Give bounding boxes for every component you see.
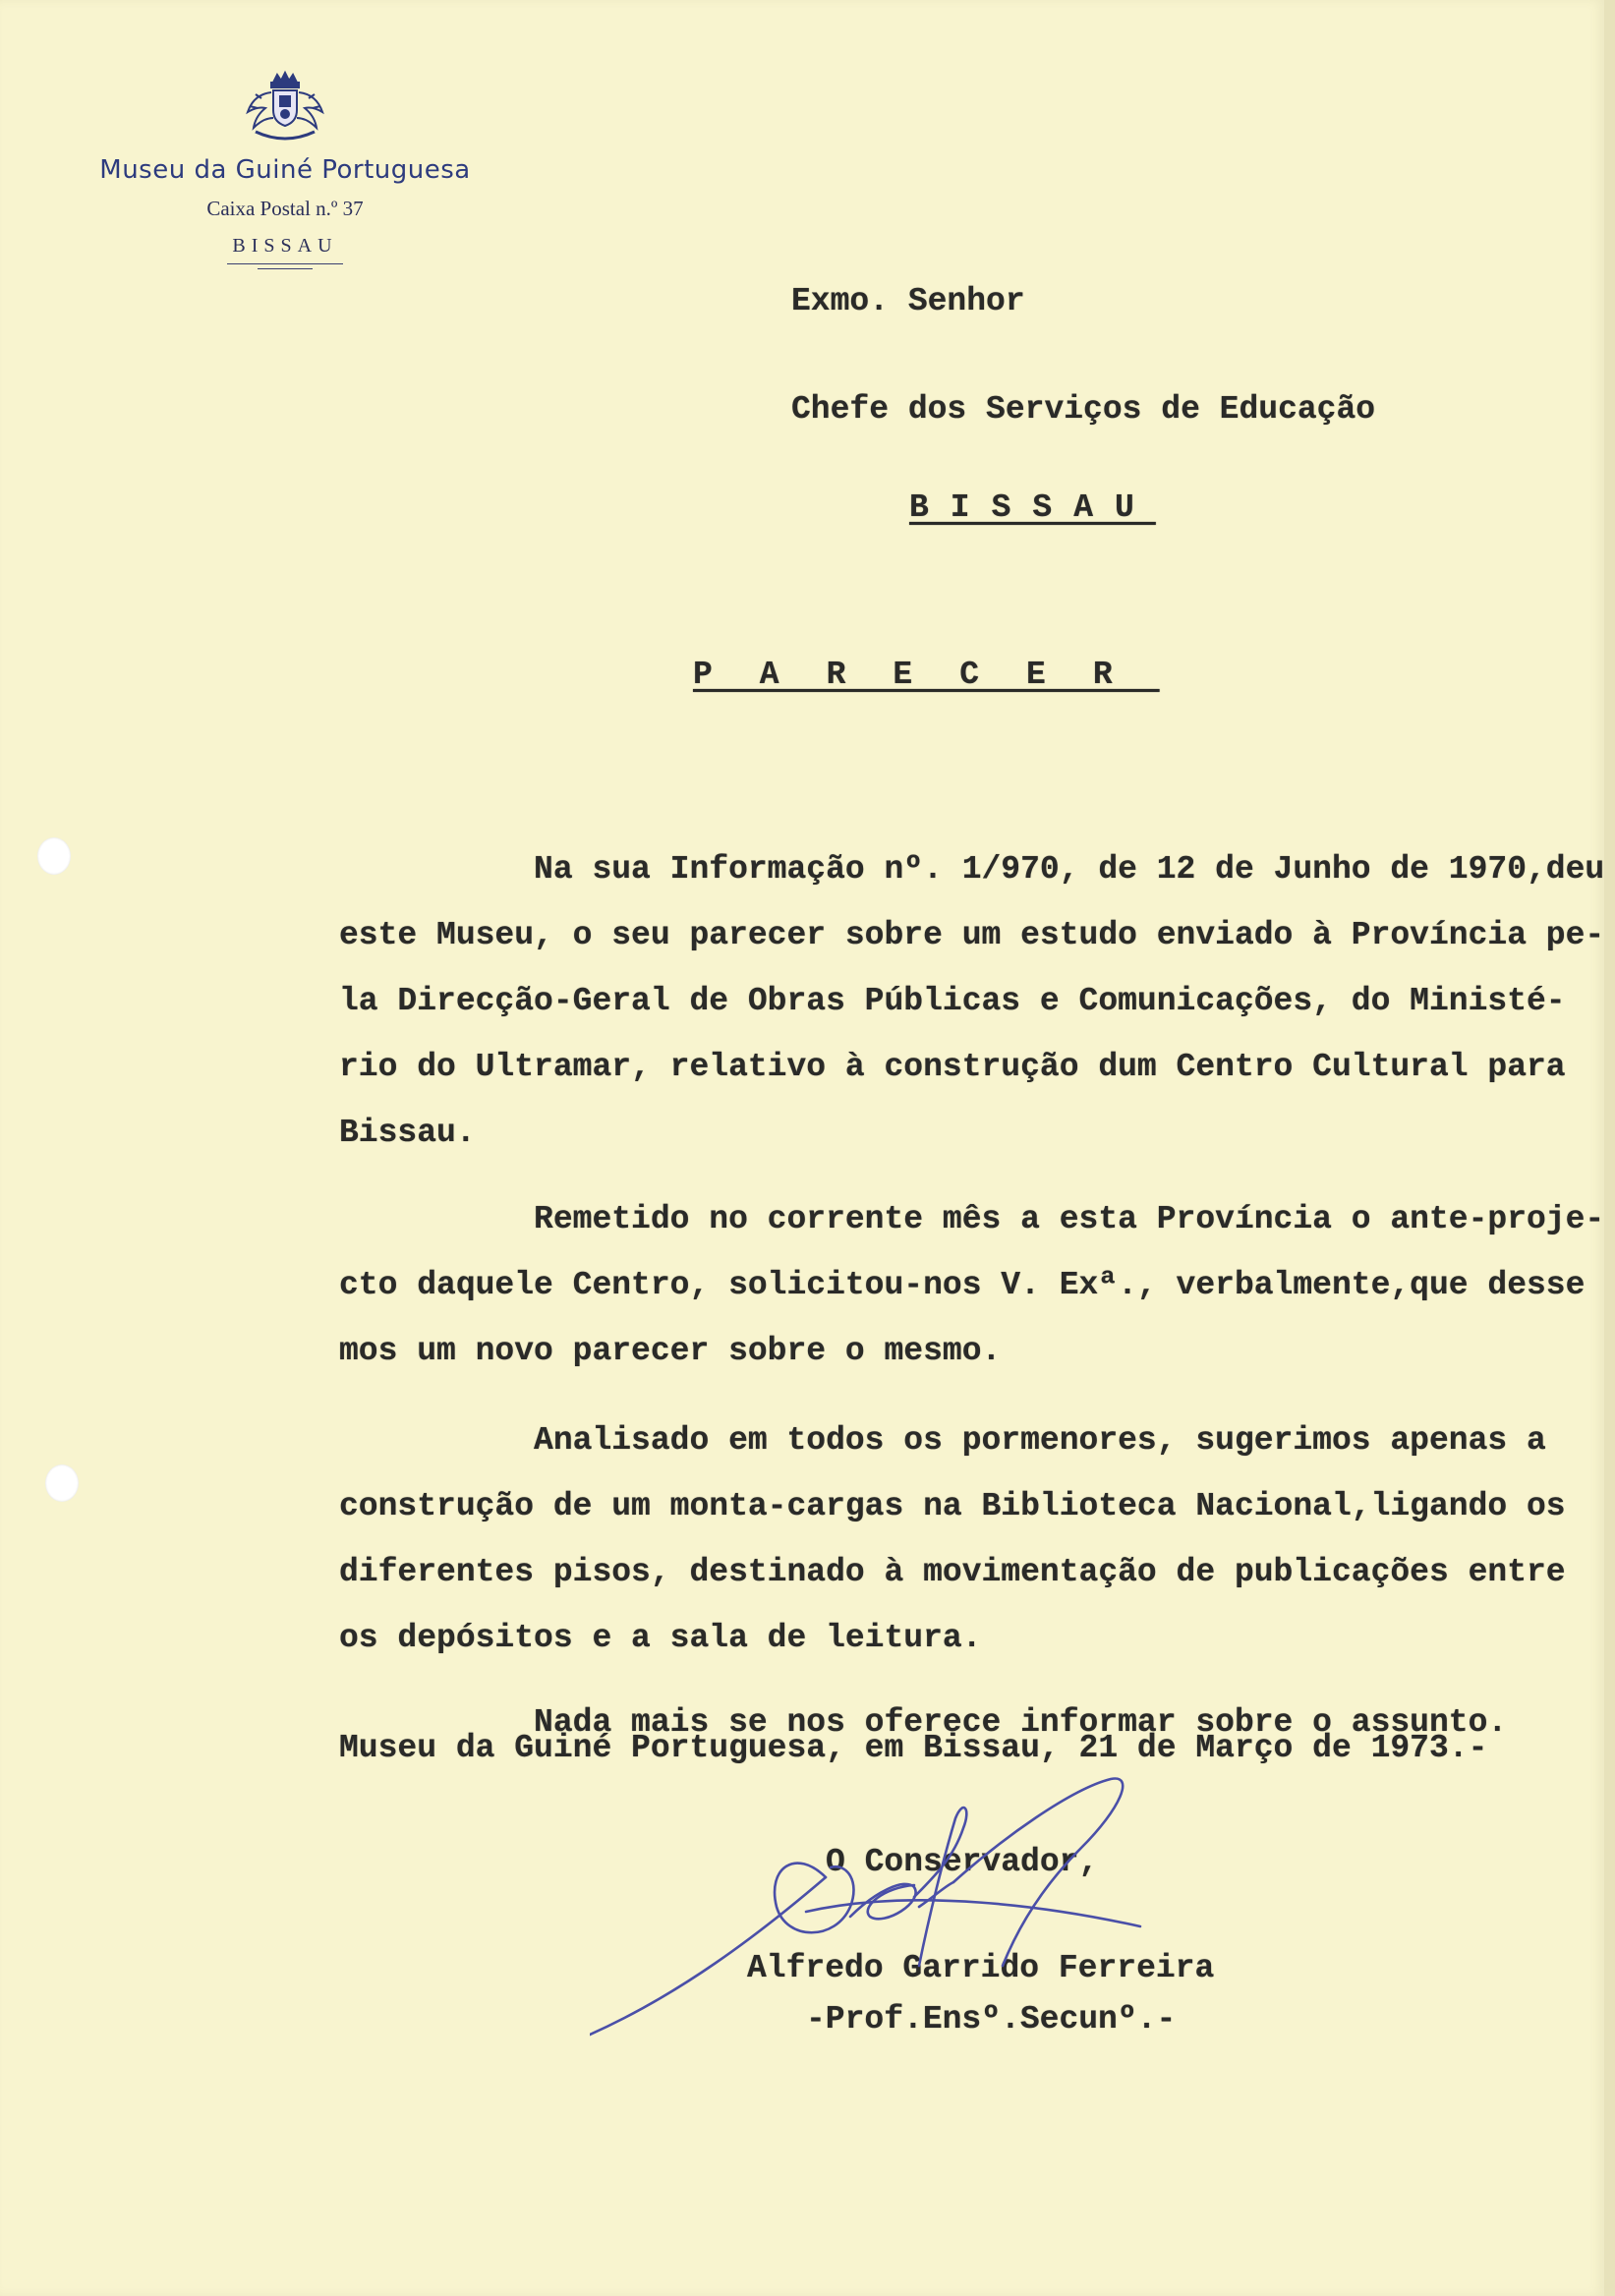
punch-hole-top — [37, 837, 71, 875]
paragraph-line: Bissau. — [339, 1115, 476, 1151]
paragraph-line: Nada mais se nos oferece informar sobre o assunto. — [339, 1704, 1508, 1741]
divider — [258, 268, 313, 269]
signatory-credentials: -Prof.Ensº.Secunº.- — [806, 2001, 1177, 2038]
letterhead — [59, 69, 511, 269]
postal-box: Caixa Postal n.º 37 — [206, 197, 364, 220]
paragraph-line: Na sua Informação nº. 1/970, de 12 de Junho de 1970,deu — [339, 851, 1605, 888]
paragraph-line: diferentes pisos, destinado à movimentação de publicações entre — [339, 1554, 1566, 1590]
paragraph-line: Analisado em todos os pormenores, sugerimos apenas a — [339, 1422, 1546, 1459]
coat-of-arms-icon — [236, 69, 334, 147]
paragraph-line: rio do Ultramar, relativo à construção dum Centro Cultural para — [339, 1049, 1566, 1085]
paragraph-line: Remetido no corrente mês a esta Província o ante-proje- — [339, 1201, 1605, 1237]
recipient-title: Chefe dos Serviços de Educação — [791, 391, 1376, 428]
paragraph-line: construção de um monta-cargas na Biblioteca Nacional,ligando os — [339, 1488, 1566, 1524]
signatory-role: O Conservador, — [826, 1844, 1099, 1880]
paragraph-line: este Museu, o seu parecer sobre um estudo enviado à Província pe- — [339, 917, 1605, 953]
signatory-name: Alfredo Garrido Ferreira — [747, 1950, 1215, 1986]
paragraph-line: la Direcção-Geral de Obras Públicas e Comunicações, do Ministé- — [339, 983, 1566, 1019]
recipient-city: BISSAU — [909, 489, 1156, 526]
document-heading: PARECER — [693, 657, 1160, 693]
paragraph-line: os depósitos e a sala de leitura. — [339, 1620, 982, 1656]
letterhead-city: BISSAU — [232, 235, 338, 257]
divider — [227, 263, 343, 264]
paragraph-line: cto daquele Centro, solicitou-nos V. Exª., verbalmente,que desse — [339, 1267, 1586, 1303]
closing-line: Museu da Guiné Portuguesa, em Bissau, 21 de Março de 1973.- — [339, 1730, 1488, 1766]
page-edge — [1604, 0, 1615, 2296]
paragraph — [339, 1624, 1597, 1821]
punch-hole-bottom — [45, 1464, 79, 1502]
paragraph-line: mos um novo parecer sobre o mesmo. — [339, 1333, 1002, 1369]
salutation: Exmo. Senhor — [791, 283, 1025, 319]
institution-name: Museu da Guiné Portuguesa — [99, 155, 471, 185]
